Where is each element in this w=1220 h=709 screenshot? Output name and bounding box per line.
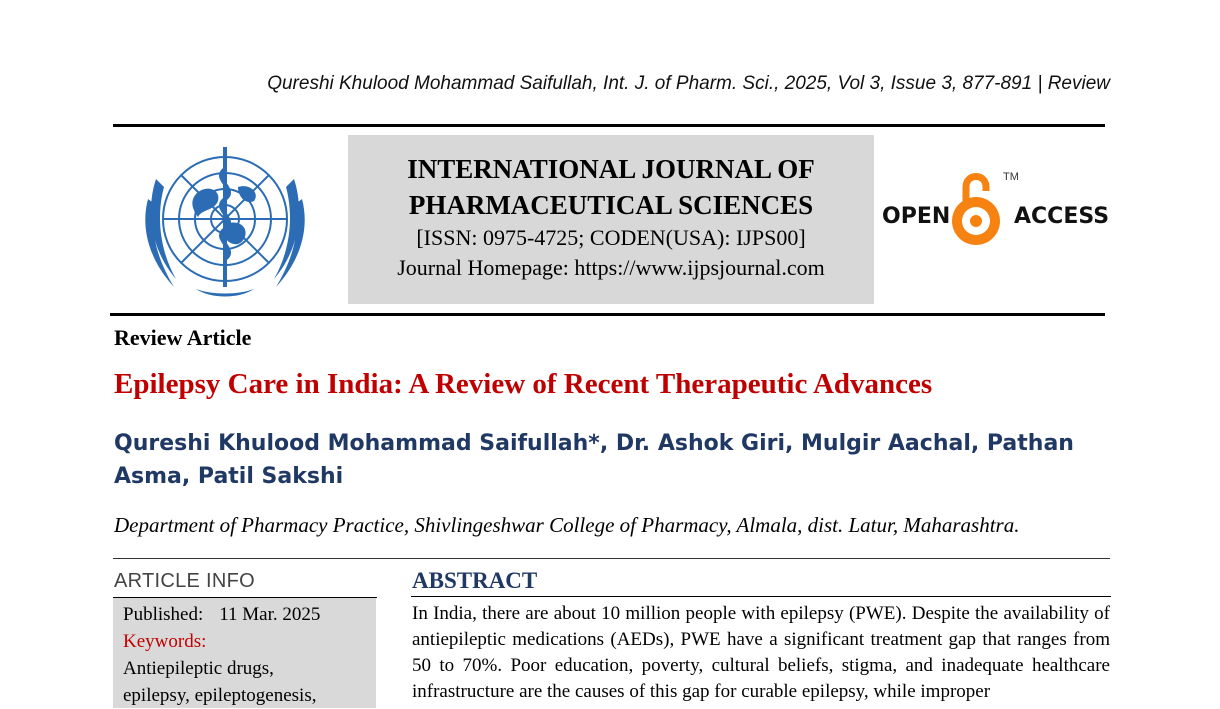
- masthead-rule: [110, 313, 1105, 316]
- open-access-logo: [880, 165, 1110, 255]
- open-access-left: OPEN: [882, 204, 951, 229]
- article-info-box: [113, 598, 376, 708]
- article-type: Review Article: [114, 325, 252, 350]
- author-list: Qureshi Khulood Mohammad Saifullah*, Dr. Ashok Giri, Mulgir Aachal, Pathan Asma, Patil Sakshi: [114, 431, 1074, 489]
- keywords-line1: Antiepileptic drugs,: [123, 658, 274, 679]
- journal-logo-emblem: [126, 139, 324, 305]
- affiliation: Department of Pharmacy Practice, Shivlingeshwar College of Pharmacy, Almala, dist. Latur, Maharashtra.: [114, 513, 1020, 537]
- keywords-line2: epilepsy, epileptogenesis,: [123, 685, 317, 706]
- journal-homepage[interactable]: Journal Homepage: https://www.ijpsjournal.com: [397, 255, 825, 280]
- journal-name-line2: PHARMACEUTICAL SCIENCES: [408, 190, 814, 220]
- journal-issn: [ISSN: 0975-4725; CODEN(USA): IJPS00]: [416, 225, 806, 250]
- header-rule: [113, 124, 1105, 127]
- abstract-text: In India, there are about 10 million people with epilepsy (PWE). Despite the availability of antiepileptic medications (AEDs), PWE have a significant treatment gap that ranges from 50 to 70%. Poor education, poverty, cultural beliefs, stigma, and inadequate healthcare infrastructure are the causes of this gap for curable epilepsy, while improper: [412, 603, 1110, 702]
- article-title: Epilepsy Care in India: A Review of Recent Therapeutic Advances: [114, 368, 933, 400]
- published-row: [123, 601, 376, 628]
- journal-name-line1: INTERNATIONAL JOURNAL OF: [407, 154, 815, 184]
- published-value: 11 Mar. 2025: [219, 604, 321, 625]
- affiliation-rule: [113, 558, 1110, 559]
- open-access-tm: TM: [1003, 171, 1019, 183]
- keywords-label: Keywords:: [123, 631, 207, 652]
- journal-title-box: [348, 135, 874, 304]
- published-label: Published:: [123, 604, 204, 625]
- abstract-heading: ABSTRACT: [412, 568, 538, 593]
- abstract-rule: [411, 596, 1111, 597]
- article-info-heading: ARTICLE INFO: [114, 570, 256, 592]
- running-header: Qureshi Khulood Mohammad Saifullah, Int. J. of Pharm. Sci., 2025, Vol 3, Issue 3, 877-891 | Review: [267, 73, 1110, 94]
- open-access-right: ACCESS: [1014, 204, 1110, 229]
